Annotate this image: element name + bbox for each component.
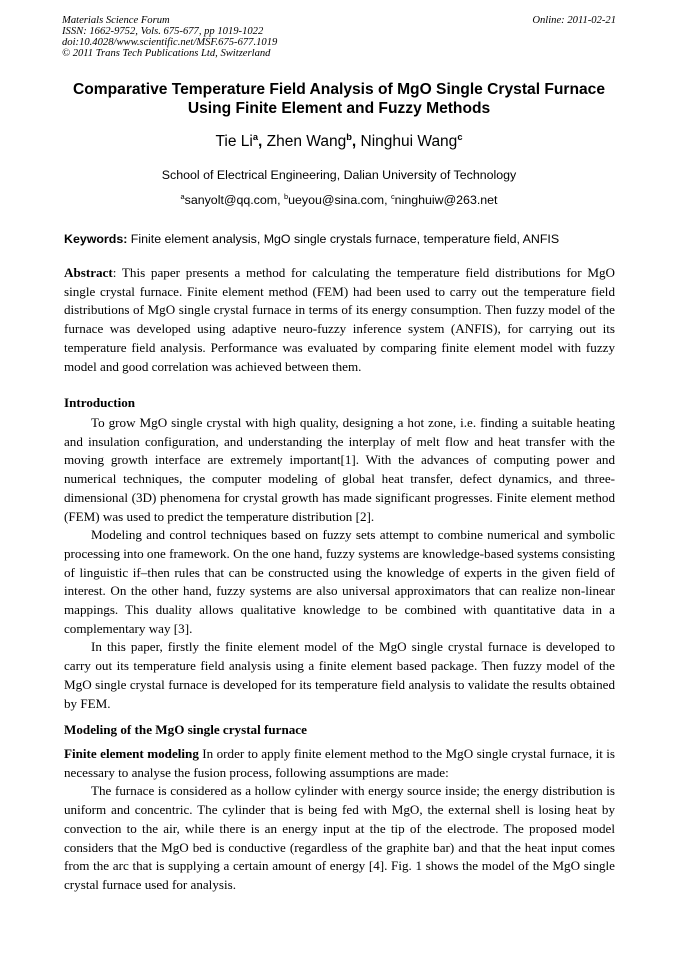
issn-line: ISSN: 1662-9752, Vols. 675-677, pp 1019-1022 <box>62 25 264 37</box>
email-sup: a <box>180 191 185 201</box>
subsection-lead-text: In order to apply finite element method to the MgO single crystal furnace, it is necessary to analyse the fusion process, following assumptions are made: <box>64 746 616 780</box>
paragraph: In this paper, firstly the finite element model of the MgO single crystal furnace is developed to carry out its temperature field analysis using a finite element based package. Then fuzzy model of the MgO single crystal furnace is developed for its temperature field analysis to validate the results obtained by FEM. <box>64 639 615 711</box>
copyright-line: © 2011 Trans Tech Publications Ltd, Switzerland <box>62 47 271 59</box>
subsection-label: Finite element modeling <box>64 746 199 761</box>
author-sup: a <box>252 131 259 142</box>
paragraph: The furnace is considered as a hollow cylinder with energy source inside; the energy distribution is uniform and concentric. The cylinder that is being fed with MgO, the external shell is losing heat by convection to the air, while there is an energy input at the tip of the electrode. The proposed model considers that the MgO bed is conductive (regardless of the graphite bar) and that the heat input comes from the arc that is supplying a certain amount of energy [4]. Fig. 1 shows the model of the MgO single crystal furnace used for analysis. <box>64 783 615 892</box>
author-list <box>0 133 678 151</box>
keywords-label: Keywords: <box>64 232 128 246</box>
paragraph: Modeling and control techniques based on fuzzy sets attempt to combine numerical and symbolic processing into one framework. On the one hand, fuzzy systems are knowledge-based systems consisting of linguistic if–then rules that can be constructed using the knowledge of experts in the given field of interest. On the other hand, fuzzy systems are also universal approximators that can realize non-linear mappings. This duality allows qualitative knowledge to be combined with quantitative data in a complementary way [3]. <box>64 527 615 636</box>
publication-header <box>62 16 616 60</box>
abstract-section <box>64 264 615 376</box>
email-sup: b <box>284 191 289 201</box>
paragraph: To grow MgO single crystal with high quality, designing a hot zone, i.e. finding a suitable heating and insulation configuration, and understanding the interplay of melt flow and heat transfer with the moving growth interface are extremely important[1]. With the advances of computing power and numerical techniques, the computer modeling of global heat transfer, defect dynamics, and three-dimensional (3D) phenomena for crystal growth has made significant progresses. Finite element method (FEM) was used to predict the temperature distribution [2]. <box>64 415 615 524</box>
keywords-text: Finite element analysis, MgO single crystals furnace, temperature field, ANFIS <box>127 232 560 246</box>
author-name: Tie Li <box>215 133 253 150</box>
email-link[interactable]: ueyou@sina.com <box>288 193 385 207</box>
email-link[interactable]: ninghuiw@263.net <box>394 193 498 207</box>
journal-name: Materials Science Forum <box>62 15 170 26</box>
author-separator: , <box>258 133 267 150</box>
author-sup: c <box>457 131 463 142</box>
paper-title: Comparative Temperature Field Analysis of MgO Single Crystal Furnace Using Finite Element and Fuzzy Methods <box>72 81 606 117</box>
author-sup: b <box>346 131 352 142</box>
email-link[interactable]: sanyolt@qq.com <box>184 193 278 207</box>
modeling-heading: Modeling of the MgO single crystal furnace <box>64 722 307 737</box>
modeling-section <box>64 745 615 895</box>
author-name: Ninghui Wang <box>360 133 458 150</box>
doi-line: doi:10.4028/www.scientific.net/MSF.675-677.1019 <box>62 36 278 48</box>
abstract-label: Abstract <box>64 265 113 280</box>
author-separator: , <box>351 133 361 150</box>
email-list: $^a$sanyolt@qq.com, $^b$ueyou@sina.com, $^c$ninghuiw@263.net <box>180 191 498 207</box>
email-sup: c <box>390 191 395 201</box>
abstract-text: : This paper presents a method for calculating the temperature field distributions for MgO single crystal furnace. Finite element method (FEM) had been used to carry out the temperature field distributions of MgO single crystal furnace in terms of its energy consumption. Then fuzzy model of the furnace was developed using adaptive neuro-fuzzy inference system (ANFIS), for carrying out its temperature field analysis. Performance was evaluated by comparing finite element model with fuzzy model and good correlation was achieved between them. <box>64 265 615 374</box>
online-date: Online: 2011-02-21 <box>532 15 616 26</box>
author-name: Zhen Wang <box>266 133 347 150</box>
introduction-heading: Introduction <box>64 395 136 410</box>
introduction-section <box>64 414 615 713</box>
affiliation: School of Electrical Engineering, Dalian University of Technology <box>161 168 517 182</box>
keywords-line <box>64 232 624 246</box>
